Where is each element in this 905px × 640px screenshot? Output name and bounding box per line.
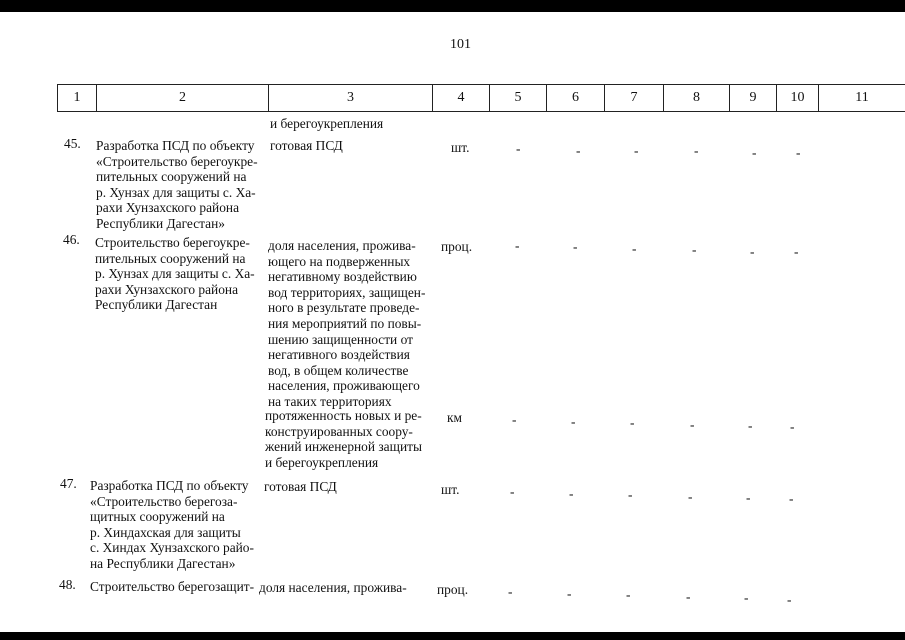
header-col-9: 9 <box>729 84 776 112</box>
header-col-7: 7 <box>604 84 663 112</box>
row-unit: шт. <box>441 482 460 497</box>
indicator-line: на таких территориях <box>268 393 392 409</box>
header-col-11: 11 <box>818 84 905 112</box>
name-line: Республики Дагестан <box>95 297 218 313</box>
value-col-6: - <box>571 414 576 429</box>
scan-bottom-border <box>0 632 905 640</box>
header-col-4: 4 <box>432 84 489 112</box>
value-col-7: - <box>630 415 635 430</box>
value-col-10: - <box>790 419 795 434</box>
value-col-8: - <box>688 489 693 504</box>
value-col-7: - <box>634 143 639 158</box>
name-line: «Строительство берегоукре- <box>96 153 258 169</box>
row-number: 47. <box>60 476 77 491</box>
indicator-line: конструированных соору- <box>265 423 413 439</box>
page-number: 101 <box>450 37 471 52</box>
value-col-5: - <box>512 412 517 427</box>
value-col-9: - <box>744 590 749 605</box>
indicator-line: готовая ПСД <box>264 479 337 494</box>
row-unit: км <box>447 410 462 425</box>
value-col-5: - <box>516 141 521 156</box>
row-indicator <box>259 580 419 596</box>
value-col-9: - <box>748 418 753 433</box>
indicator-line: жений инженерной защиты <box>265 439 422 455</box>
value-col-8: - <box>686 589 691 604</box>
row-number: 45. <box>64 136 81 151</box>
row-unit: шт. <box>451 140 470 155</box>
value-col-10: - <box>796 145 801 160</box>
value-col-10: - <box>789 491 794 506</box>
indicator-line: протяженность новых и ре- <box>265 408 422 423</box>
header-col-2: 2 <box>96 84 268 112</box>
row-number: 46. <box>63 232 80 247</box>
row-number: 48. <box>59 577 76 592</box>
value-col-10: - <box>787 592 792 607</box>
value-col-9: - <box>752 145 757 160</box>
value-col-6: - <box>567 586 572 601</box>
name-line: Разработка ПСД по объекту <box>90 478 249 493</box>
indicator-line: доля населения, прожива- <box>268 238 416 253</box>
value-col-6: - <box>573 239 578 254</box>
value-col-8: - <box>690 417 695 432</box>
indicator-line: шению защищенности от <box>268 331 413 347</box>
scan-top-border <box>0 0 905 12</box>
row-name <box>95 235 262 313</box>
value-col-7: - <box>626 587 631 602</box>
header-col-5: 5 <box>489 84 546 112</box>
value-col-6: - <box>569 486 574 501</box>
indicator-line: ющего на подверженных <box>268 253 411 269</box>
name-line: Строительство берегоукре- <box>95 235 250 250</box>
name-line: рахи Хунзахского района <box>96 200 240 216</box>
indicator-line: негативному воздействию <box>268 269 417 285</box>
value-col-5: - <box>508 584 513 599</box>
value-col-9: - <box>746 490 751 505</box>
row-name <box>90 579 257 595</box>
name-line: р. Хунзах для защиты с. Ха- <box>95 266 255 282</box>
name-line: с. Хиндах Хунзахского райо- <box>90 540 254 556</box>
name-line: Разработка ПСД по объекту <box>96 138 255 153</box>
value-col-8: - <box>694 143 699 158</box>
row-indicator <box>264 479 424 495</box>
name-line: р. Хунзах для защиты с. Ха- <box>96 184 256 200</box>
indicator-line: негативного воздействия <box>268 347 410 363</box>
value-col-5: - <box>515 238 520 253</box>
name-line: щитных сооружений на <box>90 509 225 525</box>
indicator-line: и берегоукрепления <box>265 454 379 470</box>
indicator-line: населения, проживающего <box>268 378 420 394</box>
value-col-6: - <box>576 143 581 158</box>
row-unit: проц. <box>437 582 469 597</box>
indicator-line: вод, в общем количестве <box>268 362 409 378</box>
row-indicator <box>268 238 428 410</box>
value-col-10: - <box>794 244 799 259</box>
header-col-10: 10 <box>776 84 818 112</box>
indicator-line: доля населения, прожива- <box>259 580 407 595</box>
name-line: рахи Хунзахского района <box>95 281 239 297</box>
row-name <box>96 138 263 232</box>
header-col-1: 1 <box>57 84 96 112</box>
header-col-3: 3 <box>268 84 432 112</box>
value-col-5: - <box>510 484 515 499</box>
indicator-line: вод территориях, защищен- <box>268 284 426 300</box>
indicator-line: ния мероприятий по повы- <box>268 315 422 331</box>
value-col-9: - <box>750 244 755 259</box>
row-indicator <box>265 408 425 470</box>
indicator-line: готовая ПСД <box>270 138 343 153</box>
value-col-7: - <box>632 241 637 256</box>
header-col-6: 6 <box>546 84 604 112</box>
row-name <box>90 478 257 572</box>
table-header <box>57 84 905 112</box>
name-line: пительных сооружений на <box>95 250 246 266</box>
name-line: Строительство берегозащит- <box>90 579 255 594</box>
row-unit: проц. <box>441 239 473 254</box>
name-line: на Республики Дагестан» <box>90 555 236 571</box>
indicator-line: ного в результате проведе- <box>268 300 420 316</box>
continuation-text: и берегоукрепления <box>270 116 384 131</box>
name-line: Республики Дагестан» <box>96 215 225 231</box>
header-col-8: 8 <box>663 84 729 112</box>
value-col-7: - <box>628 487 633 502</box>
row-indicator <box>270 138 430 154</box>
name-line: пительных сооружений на <box>96 169 247 185</box>
value-col-8: - <box>692 242 697 257</box>
name-line: р. Хиндахская для защиты <box>90 524 241 540</box>
name-line: «Строительство берегоза- <box>90 493 238 509</box>
